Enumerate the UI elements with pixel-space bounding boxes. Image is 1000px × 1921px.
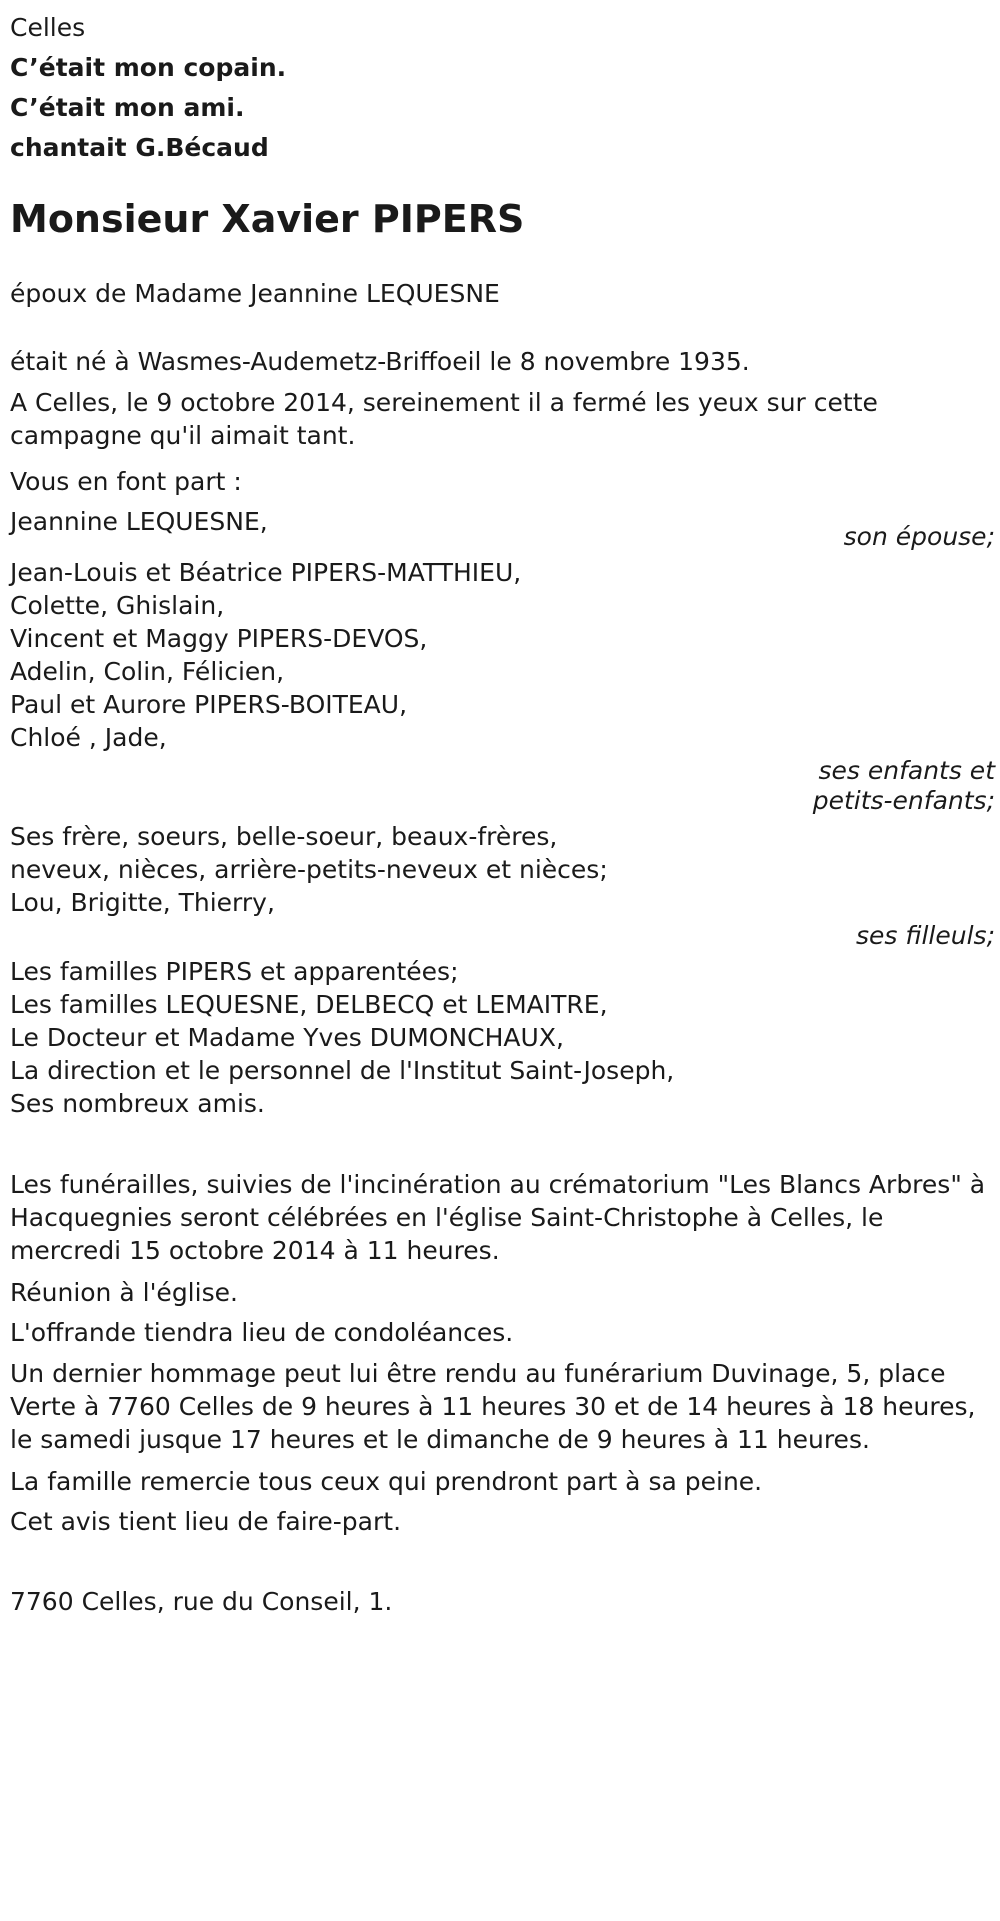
death-line: A Celles, le 9 octobre 2014, sereinement il a fermé les yeux sur cette campagne qu'il aimait tant. [10,388,878,450]
role-label: son épouse; [843,522,995,551]
family-name-line: Les familles PIPERS et apparentées; [10,957,459,986]
place-label: Celles [10,13,86,42]
family-name-line: Le Docteur et Madame Yves DUMONCHAUX, [10,1023,564,1052]
deceased-name: Monsieur Xavier PIPERS [10,197,525,241]
family-name-line: Jeannine LEQUESNE, [10,507,268,536]
family-name-line: Paul et Aurore PIPERS-BOITEAU, [10,690,408,719]
role-label: petits-enfants; [812,786,995,815]
funeral-thanks: La famille remercie tous ceux qui prendront part à sa peine. [10,1467,763,1496]
birth-line: était né à Wasmes-Audemetz-Briffoeil le 8 novembre 1935. [10,347,750,376]
children-role [10,756,995,816]
family-name-line: Ses frère, soeurs, belle-soeur, beaux-frères, [10,822,558,851]
quote-line-1: C’était mon copain. [10,53,287,82]
address-line: 7760 Celles, rue du Conseil, 1. [10,1587,393,1616]
obituary-column [10,8,995,1622]
quote-line-2: C’était mon ami. [10,93,245,122]
family-name-line: Chloé , Jade, [10,723,167,752]
funeral-meeting: Réunion à l'église. [10,1278,238,1307]
family-name-line: Vincent et Maggy PIPERS-DEVOS, [10,624,428,653]
godchildren-role [10,921,995,951]
funeral-tribute: Un dernier hommage peut lui être rendu au funérarium Duvinage, 5, place Verte à 7760 Celles de 9 heures à 11 heures 30 et de 14 heures à 18 heures, le samedi jusque 17 heures et le dimanche de 9 heures à 11 heures. [10,1359,976,1454]
family-name-line: neveux, nièces, arrière-petits-neveux et nièces; [10,855,608,884]
family-name-line: Colette, Ghislain, [10,591,225,620]
family-name-line: La direction et le personnel de l'Institut Saint-Joseph, [10,1056,675,1085]
quote-line-3: chantait G.Bécaud [10,133,269,162]
family-name-line: Ses nombreux amis. [10,1089,265,1118]
announce-line: Vous en font part : [10,467,242,496]
children-names [10,556,995,754]
family-name-line: Jean-Louis et Béatrice PIPERS-MATTHIEU, [10,558,522,587]
role-label: ses filleuls; [855,921,995,950]
family-name-line: Lou, Brigitte, Thierry, [10,888,275,917]
family-name-line: Les familles LEQUESNE, DELBECQ et LEMAITRE, [10,990,608,1019]
family-name-line: Adelin, Colin, Félicien, [10,657,285,686]
role-label: ses enfants et [818,756,995,785]
spouse-line: époux de Madame Jeannine LEQUESNE [10,279,500,308]
funeral-offering: L'offrande tiendra lieu de condoléances. [10,1318,514,1347]
godchildren-names [10,820,995,919]
other-family-names [10,955,995,1120]
funeral-notice: Cet avis tient lieu de faire-part. [10,1507,402,1536]
funeral-ceremony: Les funérailles, suivies de l'incinération au crématorium "Les Blancs Arbres" à Hacquegnies seront célébrées en l'église Saint-Christophe à Celles, le mercredi 15 octobre 2014 à 11 heures. [10,1170,986,1265]
